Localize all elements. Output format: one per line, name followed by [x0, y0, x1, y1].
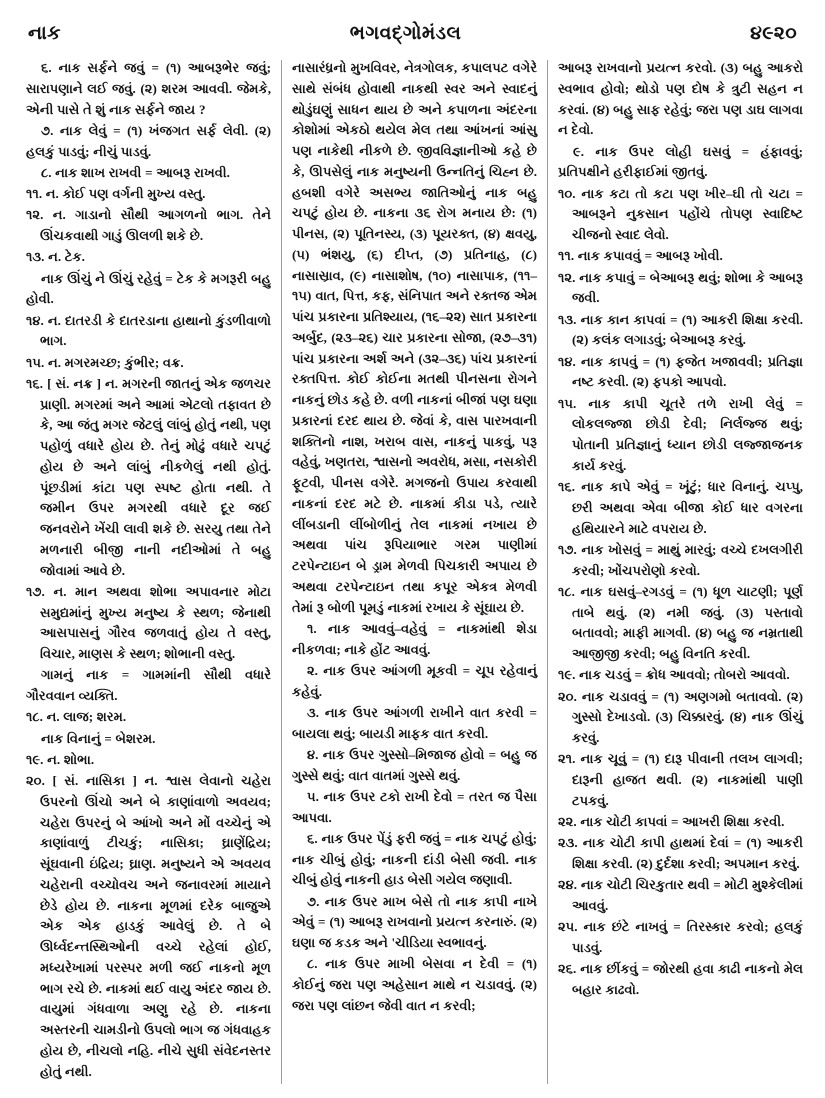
text-column-1: [24, 58, 280, 1090]
dictionary-entry: ૧૩. નાક કાન કાપવાં = (૧) આકરી શિક્ષા કરવી. (૨) કલંક લગાડવું; બેઆબરૂ કરવું.: [558, 311, 803, 348]
dictionary-entry: ૧૪. ન. દાતરડી કે દાતરડાના હાથાનો કુંડળીવાળો ભાગ.: [26, 312, 271, 349]
dictionary-entry: ૧૧. નાક કપાવવું = આબરૂ ખોવી.: [558, 248, 723, 264]
dictionary-entry: ૧૫. ન. મગરમચ્છ; કુંભીર; વક્ર.: [26, 354, 184, 370]
dictionary-entry: ૧૩. ન. ટેક.: [26, 249, 85, 265]
dictionary-entry: ૧૬. [ સં. નક્ર ] ન. મગરની જાતનું એક જળચર પ્રાણી. મગરમાં અને આમાં એટલો તફાવત છે કે, આ જંતુ મગર જેટલું લાંબું હોતું નથી, પણ પહોળું વધારે હોય છે. તેનું મોઢું વધારે ચપટું હોય છે અને લાંબું નીકળેલું નથી હોતું. પૂંછડીમાં કાંટા પણ સ્પષ્ટ હોતા નથી. તે જમીન ઉપર મગરથી વધારે દૂર જઈ જનવરોને ખેંચી લાવી શકે છે. સરયુ તથા તેને મળનારી બીજી નાની નદીઓમાં તે બહુ જોવામાં આવે છે.: [26, 375, 271, 578]
dictionary-entry: ૨૪. નાક ચોટી ચિરકુતાર થવી = મોટી મુશ્કેલીમાં આવવું.: [558, 877, 803, 913]
dictionary-entry: ૫. નાક ઉપર ટકો રાખી દેવો = તરત જ પૈસા આપવા.: [292, 788, 537, 825]
text-column-2: [283, 58, 546, 1090]
dictionary-entry: ૧૯. ન. શોભા.: [26, 751, 95, 767]
dictionary-entry: ૧. નાક આવવું–વહેવું = નાકમાંથી શેડા નીકળવા; નાકે હોંટ આવવું.: [292, 620, 537, 657]
dictionary-entry: ૧૮. ન. લાજ; શરમ.: [26, 709, 127, 725]
dictionary-entry: ૧૧. ન. કોઈ પણ વર્ગની મુખ્ય વસ્તુ.: [26, 186, 206, 201]
running-head-left-headword: નાક: [28, 23, 61, 44]
dictionary-entry: ૭. નાક ઉપર માખ બેસે તો નાક કાપી નાખે એવું = (૧) આબરૂ રાખવાનો પ્રયત્ન કરનારું. (૨) ઘણા જ કડક અને 'ચીડિયા સ્વભાવનું.: [292, 893, 537, 950]
dictionary-entry: ૮. નાક ઉપર માખી બેસવા ન દેવી = (૧) કોઈનું જરા પણ અહેસાન માથે ન ચડાવવું. (૨) જરા પણ લાંછન જેવી વાત ન કરવી;: [292, 956, 537, 1013]
dictionary-entry: ૪. નાક ઉપર ગુસ્સો–મિજાજ હોવો = બહુ જ ગુસ્સે થવું; વાત વાતમાં ગુસ્સે થવું.: [292, 746, 537, 783]
dictionary-entry: ૨૦. નાક ચડાવવું = (૧) અણગમો બતાવવો. (૨) ગુસ્સો દેખાડવો. (૩) ચિક્કારવું. (૪) નાક ઊંચું કરવું.: [558, 688, 803, 745]
dictionary-entry: ૧૭. નાક ખોસવું = માથું મારવું; વચ્ચે દખલગીરી કરવી; ખોંચપરોણો કરવો.: [558, 541, 803, 578]
dictionary-entry: ૧૯. નાક ચડવું = ક્રોધ આવવો; તોબરો આવવો.: [558, 667, 790, 683]
column-divider-1: [281, 60, 282, 1084]
column-divider-2: [547, 60, 548, 1084]
dictionary-entry: ૧૭. ન. માન અથવા શોભા અપાવનાર મોટા સમુદ્યમાંનું મુખ્ય મનુષ્ય કે સ્થળ; જેનાથી આસપાસનું ગૌરવ જળવાતું હોય તે વસ્તુ, વિચાર, માણસ કે સ્થળ; શોભાની વસ્તુ.: [26, 583, 271, 661]
dictionary-entry: ૨૦. [ સં. નાસિકા ] ન. શ્વાસ લેવાનો ચહેરા ઉપરનો ઊંચો અને બે કાણાંવાળો અવયવ; ચહેરા ઉપરનું બે આંખો અને મોં વચ્ચેનું એ કાણાંવાળું ટીચકું; નાસિકા; ઘ્રાણેંદ્રિય; સૂંઘવાની ઇંદ્રિય; ઘ્રાણ. મનુષ્યને એ અવયવ ચહેરાની વચ્ચોવચ અને જનાવરમાં માયાને છેડે હોય છે. નાકના મૂળમાં દરેક બાજુએ એક એક હાડકું આવેલું છે. તે બે ઊર્ધ્વદન્તસ્થિઓની વચ્ચે રહેલાં હોઈ, મધ્યરેખામાં પરસ્પર મળી જઈ નાકનો મૂળ ભાગ રચે છે. નાકમાં થઈ વાયુ અંદર જાય છે. વાયુમાં ગંધવાળા અણુ રહે છે. નાકના અસ્તરની ચામડીનો ઉપલો ભાગ જ ગંધવાહક હોય છે, નીચલો નહિ. નીચે સુધી સંવેદનસ્તર હોતું નથી.: [26, 773, 271, 1079]
dictionary-entry: ૨૬. નાક છીંકવું = જોરથી હવા કાઢી નાકનો મેલ બહાર કાઢવો.: [558, 961, 803, 997]
dictionary-entry: આબરૂ રાખવાનો પ્રયત્ન કરવો. (૩) બહુ આકરો સ્વભાવ હોવો; થોડો પણ દોષ કે ત્રુટી સહન ન કરવાં. (૪) બહુ સાફ રહેવું; જરા પણ ડાઘ લાગવા ન દેવો.: [558, 60, 803, 138]
dictionary-entry: ૩. નાક ઉપર આંગળી રાખીને વાત કરવી = બાયલા થવું; બાયડી માફક વાત કરવી.: [292, 704, 537, 741]
dictionary-entry: ૨૫. નાક છંટે નાખવું = તિરસ્કાર કરવો; હલકું પાડવું.: [558, 919, 803, 955]
dictionary-entry: ૬. નાક ઉપર પેંડું ફરી જવું = નાક ચપટું હોવું; નાક ચીબું હોવું; નાકની દાંડી બેસી જવી. નાક ચીબું હોવું નાકની હાડ બેસી ગયેલ જણાવી.: [292, 830, 537, 888]
dictionary-entry: ૧૪. નાક કાપવું = (૧) ફજેત ખજાવવી; પ્રતિજ્ઞા નષ્ટ કરવી. (૨) ફપકો આપવો.: [558, 353, 803, 390]
column-layout: [24, 58, 805, 1090]
dictionary-entry: નાક ઊંચું ને ઊંચું રહેવું = ટેક કે મગરૂરી બહુ હોવી.: [26, 270, 271, 307]
dictionary-entry: ૧૨. નાક કપાવું = બેઆબરૂ થવું; શોભા કે આબરૂ જવી.: [558, 269, 803, 306]
dictionary-entry: ૨૩. નાક ચોટી કાપી હાથમાં દેવાં = (૧) આકરી શિક્ષા કરવી. (૨) દુર્દશા કરવી; અપમાન કરવું.: [558, 835, 803, 871]
text-column-3: [549, 58, 805, 1090]
dictionary-entry: નાક વિનાનું = બેશરમ.: [41, 730, 156, 746]
dictionary-entry: ૨૧. નાક ચૂવું = (૧) દારૂ પીવાની તલખ લાગવી; દારૂની હાજત થવી. (૨) નાકમાંથી પાણી ટપકવું.: [558, 751, 803, 808]
running-head: [28, 18, 797, 50]
running-head-book-title: ભગવદ્ગોમંડલ: [349, 23, 462, 44]
dictionary-entry: ૧૨. ન. ગાડાનો સૌથી આગળનો ભાગ. તેને ઊંચકવાથી ગાડું ઊલળી શકે છે.: [26, 207, 271, 243]
dictionary-entry: ૧૫. નાક કાપી ચૂતરે તળે રાખી લેવું = લોકલજ્જા છોડી દેવી; નિર્લજ્જ થવું; પોતાની પ્રતિજ્ઞાનું ધ્યાન છોડી લજ્જાજનક કાર્ય કરવું.: [558, 395, 803, 473]
dictionary-entry: ૨. નાક ઉપર આંગળી મૂકવી = ચૂપ રહેવાનું કહેવું.: [292, 662, 537, 699]
dictionary-entry: ૮. નાક શાખ રાખવી = આબરૂ રાખવી.: [41, 164, 230, 180]
page-number: ૪૯૨૦: [750, 23, 797, 44]
dictionary-entry: નાસારંધ્રનો મુખવિવર, નેત્રગોલક, કપાલપટ વગેરે સાથે સંબંધ હોવાથી નાકથી સ્વર અને સ્વાદનું થોડુંઘણું સાધન થાય છે અને કપાળના અંદરના કોશોમાં એકઠો થયેલ મેલ તથા આંખનાં આંસુ પણ નાકેથી નીકળે છે. જીવવિજ્ઞાનીઓ કહે છે કે, ઊપસેલું નાક મનુષ્યની ઉન્નતિનું ચિહ્ન છે. હબશી વગેરે અસભ્ય જાતિઓનું નાક બહુ ચપટું હોય છે. નાકના ૩૬ રોગ મનાય છે: (૧) પીનસ, (૨) પૂતિનસ્ય, (૩) પૂયરક્ત, (૪) ક્ષવયુ, (૫) ભંશયુ, (૬) દીપ્ત, (૭) પ્રતિનાહ, (૮) નાસાસ્રાવ, (૯) નાસાશોષ, (૧૦) નાસાપાક, (૧૧–૧૫) વાત, પિત્ત, કફ, સંનિપાત અને રક્તજ એમ પાંચ પ્રકારના પ્રતિશ્યાય, (૧૬–૨૨) સાત પ્રકારના અર્બુદ, (૨૩–૨૬) ચાર પ્રકારના સોજા, (૨૭–૩૧) પાંચ પ્રકારના અર્શ અને (૩૨–૩૬) પાંચ પ્રકારનાં રક્તપિત્ત. કોઈ કોઈના મતથી પીનસના રોગને નાકનું છોડ કહે છે. વળી નાકનાં બીજાં પણ ઘણા પ્રકારનાં દરદ થાય છે. જેવાં કે, વાસ પારખવાની શક્તિનો નાશ, ખરાબ વાસ, નાકનું પાકવું, પરૂ વહેવું, ખણતરા, શ્વાસનો અવરોધ, મસા, નસકોરી ફૂટવી, પીનસ વગેરે. મગજનો ઉપાય કરવાથી નાકનાં દરદ મટે છે. નાકમાં કીડા પડે, ત્યારે લીંબડાની લીંબોળીનું તેલ નાકમાં નખાય છે અથવા પાંચ રૂપિયાભાર ગરમ પાણીમાં ટરપેન્ટાઇન બે ડ્રામ મેળવી પિચકારી અપાય છે અથવા ટરપેન્ટાઇન તથા કપૂર એકત્ર મેળવી તેમાં રૂ બોળી પૂમડું નાકમાં રખાય કે સૂંઘાય છે.: [292, 60, 537, 615]
dictionary-entry: ૧૦. નાક કટા તો કટા પણ ખીર–ઘી તો ચટા = આબરૂને નુકસાન પહોંચે તોપણ સ્વાદિષ્ટ ચીજનો સ્વાદ લેવો.: [558, 185, 803, 242]
dictionary-entry: ૬. નાક સર્ફને જવું = (૧) આબરૂભેર જવું; સારાપણાને લઈ જવું. (૨) શરમ આવવી. જેમકે, એની પાસે તે શું નાક સર્ફને જાય ?: [26, 60, 271, 117]
dictionary-entry: ૨૨. નાક ચોટી કાપવાં = આખરી શિક્ષા કરવી.: [558, 814, 785, 829]
dictionary-entry: ગામનું નાક = ગામમાંની સૌથી વધારે ગૌરવવાન વ્યક્તિ.: [26, 667, 271, 703]
dictionary-entry: ૧૮. નાક ઘસવું–રગડવું = (૧) ધૂળ ચાટણી; પૂર્ણ તાબે થવું. (૨) નમી જવું. (૩) પસ્તાવો બતાવવો; માફી માગવી. (૪) બહુ જ નમ્રતાથી આજીજી કરવી; બહુ વિનતિ કરવી.: [558, 583, 803, 661]
dictionary-entry: ૭. નાક લેવું = (૧) ખંજગત સર્ફ લેવી. (૨) હલકું પાડવું; નીચું પાડવું.: [26, 122, 271, 159]
dictionary-entry: ૯. નાક ઉપર લોહી ઘસવું = હંફાવવું; પ્રતિપક્ષીને હરીફાઈમાં જીતવું.: [558, 143, 803, 180]
dictionary-entry: ૧૬. નાક કાપે એવું = ખૂંટું; ધાર વિનાનું. ચપ્પુ, છરી અથવા એવા બીજા કોઈ ધાર વગરના હથિયારને માટે વપરાય છે.: [558, 479, 803, 536]
